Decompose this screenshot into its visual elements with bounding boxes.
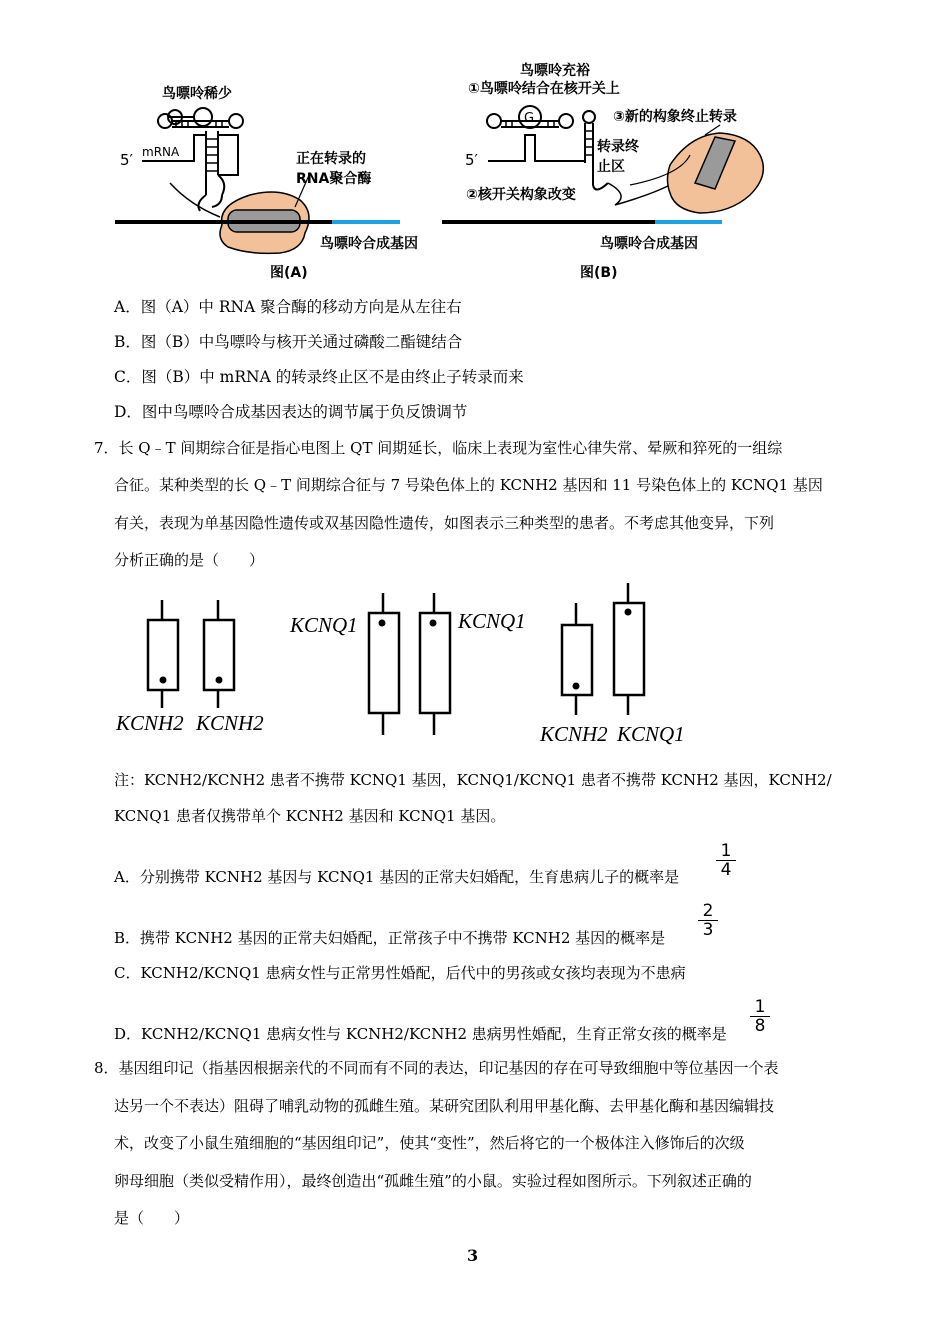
gene-label-kcnq1: KCNQ1 [617,722,685,746]
fraction-numerator: 1 [750,998,770,1017]
q7-option-b-fraction [698,902,718,939]
kcnq1-locus-dot [430,620,437,627]
q8-stem-line-2: 达另一个不表达）阻碍了哺乳动物的孤雌生殖。某研究团队利用甲基化酶、去甲基化酶和基因编辑技 [114,1097,775,1115]
fraction-numerator: 2 [698,902,718,921]
a-five-prime: 5′ [120,151,133,169]
fraction-denominator: 4 [720,860,732,880]
kcnh2-locus-dot [160,677,167,684]
q6-option-b: B．图（B）中鸟嘌呤与核开关通过磷酸二酯键结合 [114,333,463,351]
a-top-label: 鸟嘌呤稀少 [162,86,232,102]
q6-option-d: D．图中鸟嘌呤合成基因表达的调节属于负反馈调节 [114,403,468,421]
gene-label-kcnh2: KCNH2 [540,722,608,746]
q7-option-a-fraction [716,842,736,879]
q7-option-b: B．携带 KCNH2 基因的正常夫妇婚配，正常孩子中不携带 KCNH2 基因的概率是 [114,929,666,947]
b-step3: ③新的构象终止转录 [613,109,737,125]
q7-note-line-1: 注：KCNH2/KCNH2 患者不携带 KCNQ1 基因，KCNQ1/KCNQ1 患者不携带 KCNH2 基因，KCNH2/ [114,771,832,789]
fraction-denominator: 8 [754,1016,766,1036]
kcnq1-locus-dot [379,620,386,627]
b-g-label: G [524,111,535,126]
a-polymerase-label-2: RNA聚合酶 [296,171,372,187]
figure-a [115,85,418,281]
kcnh2-locus-dot [573,683,580,690]
b-top-label: 鸟嘌呤充裕 [520,63,590,79]
b-step2: ②核开关构象改变 [466,187,576,203]
q7-stem-line-2: 合征。某种类型的长 Q﹣T 间期综合征与 7 号染色体上的 KCNH2 基因和 11 号染色体上的 KCNQ1 基因 [114,476,823,494]
a-mrna-label: mRNA [142,145,180,159]
b-caption: 图(B) [580,265,618,281]
q7-stem-line-4: 分析正确的是（ ） [114,551,265,569]
page-number: 3 [467,1246,479,1265]
gene-label-kcnh2: KCNH2 [196,711,264,735]
chromosome-figure [110,578,710,753]
b-gene-label: 鸟嘌呤合成基因 [600,236,698,252]
fraction-denominator: 3 [702,920,714,940]
q8-stem-line-4: 卵母细胞（类似受精作用），最终创造出“孤雌生殖”的小鼠。实验过程如图所示。下列叙述正确的 [114,1172,752,1190]
q8-stem-line-5: 是（ ） [114,1209,190,1227]
a-polymerase-label-1: 正在转录的 [296,151,366,167]
b-step1: ①鸟嘌呤结合在核开关上 [468,81,620,97]
q6-option-c: C．图（B）中 mRNA 的转录终止区不是由终止子转录而来 [114,368,524,386]
q8-stem-line-3: 术，改变了小鼠生殖细胞的“基因组印记”，使其“变性”，然后将它的一个极体注入修饰后的次级 [114,1134,745,1152]
figure-b [442,62,763,281]
b-five-prime: 5′ [465,151,478,169]
fraction-numerator: 1 [716,842,736,861]
q7-option-d: D．KCNH2/KCNQ1 患病女性与 KCNH2/KCNH2 患病男性婚配，生育正常女孩的概率是 [114,1025,727,1043]
q7-option-d-fraction [750,998,770,1035]
q7-stem-line-3: 有关，表现为单基因隐性遗传或双基因隐性遗传，如图表示三种类型的患者。不考虑其他变异，下列 [114,514,775,532]
riboswitch-figure [110,55,810,290]
a-gene-label: 鸟嘌呤合成基因 [320,236,418,252]
b-terminator-2: 止区 [597,159,625,175]
q6-option-a: A．图（A）中 RNA 聚合酶的移动方向是从左往右 [114,298,462,316]
q7-stem-line-1: 7．长 Q﹣T 间期综合征是指心电图上 QT 间期延长，临床上表现为室性心律失常、晕厥和猝死的一组综 [94,439,783,457]
q7-option-a: A．分别携带 KCNH2 基因与 KCNQ1 基因的正常夫妇婚配，生育患病儿子的概率是 [114,868,680,886]
q7-note-line-2: KCNQ1 患者仅携带单个 KCNH2 基因和 KCNQ1 基因。 [114,807,506,825]
b-terminator-1: 转录终 [597,139,639,155]
q7-option-c: C．KCNH2/KCNQ1 患病女性与正常男性婚配，后代中的男孩或女孩均表现为不患病 [114,964,686,982]
kcnq1-locus-dot [625,609,632,616]
kcnh2-locus-dot [216,677,223,684]
gene-label-kcnq1: KCNQ1 [290,613,358,637]
a-caption: 图(A) [270,265,308,281]
q8-stem-line-1: 8．基因组印记（指基因根据亲代的不同而有不同的表达，印记基因的存在可导致细胞中等位基因一个表 [94,1059,779,1077]
gene-label-kcnq1: KCNQ1 [458,609,526,633]
gene-label-kcnh2: KCNH2 [116,711,184,735]
